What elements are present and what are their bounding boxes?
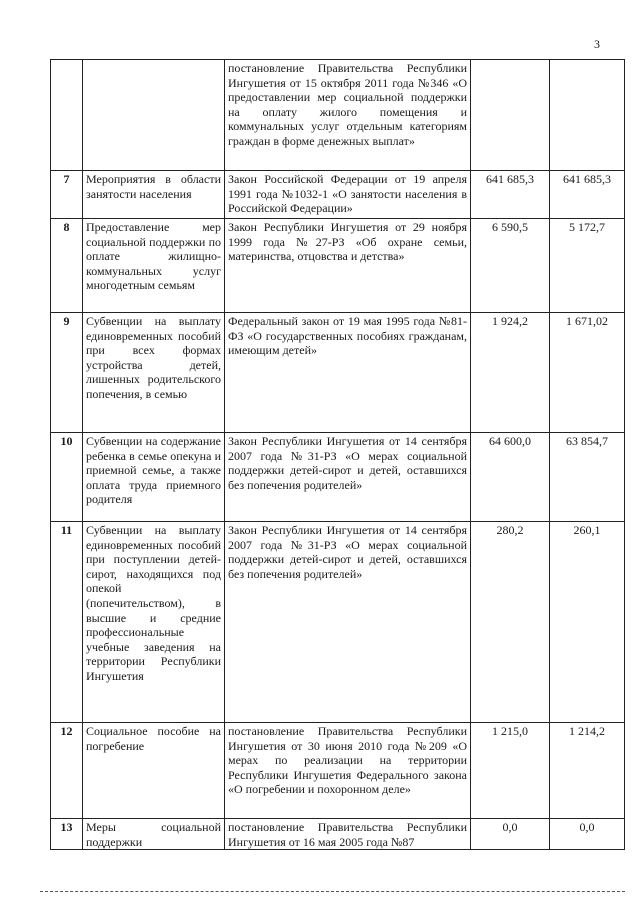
row-number: 9 bbox=[51, 313, 83, 433]
budget-table bbox=[50, 59, 625, 850]
value-actual: 0,0 bbox=[550, 819, 625, 850]
value-planned: 280,2 bbox=[471, 522, 550, 723]
value-planned: 641 685,3 bbox=[471, 171, 550, 219]
row-number: 11 bbox=[51, 522, 83, 723]
legal-basis: Федеральный закон от 19 мая 1995 года №81-ФЗ «О государственных пособиях гражданам, имеющим детей» bbox=[225, 313, 471, 433]
value-planned bbox=[471, 60, 550, 171]
row-number bbox=[51, 60, 83, 171]
row-number: 12 bbox=[51, 723, 83, 819]
value-actual: 1 671,02 bbox=[550, 313, 625, 433]
table-row bbox=[51, 219, 625, 313]
row-number: 7 bbox=[51, 171, 83, 219]
value-actual: 641 685,3 bbox=[550, 171, 625, 219]
value-planned: 0,0 bbox=[471, 819, 550, 850]
legal-basis: Закон Республики Ингушетия от 14 сентября 2007 года №31-РЗ «О мерах социальной поддержки детей-сирот и детей, оставшихся без попечения родителей» bbox=[225, 522, 471, 723]
row-number: 13 bbox=[51, 819, 83, 850]
table-row bbox=[51, 60, 625, 171]
table-row bbox=[51, 433, 625, 522]
measure-name: Меры социальной поддержки bbox=[83, 819, 225, 850]
row-number: 8 bbox=[51, 219, 83, 313]
value-actual: 5 172,7 bbox=[550, 219, 625, 313]
table-row bbox=[51, 522, 625, 723]
table-row bbox=[51, 313, 625, 433]
legal-basis: постановление Правительства Республики Ингушетия от 16 мая 2005 года №87 bbox=[225, 819, 471, 850]
value-actual: 1 214,2 bbox=[550, 723, 625, 819]
value-planned: 1 924,2 bbox=[471, 313, 550, 433]
measure-name: Мероприятия в области занятости населения bbox=[83, 171, 225, 219]
value-planned: 6 590,5 bbox=[471, 219, 550, 313]
legal-basis: Закон Республики Ингушетия от 29 ноября 1999 года №27-РЗ «Об охране семьи, материнства, отцовства и детства» bbox=[225, 219, 471, 313]
value-actual: 63 854,7 bbox=[550, 433, 625, 522]
scan-edge-rule bbox=[40, 891, 625, 892]
value-actual bbox=[550, 60, 625, 171]
table-row bbox=[51, 171, 625, 219]
legal-basis: Закон Республики Ингушетия от 14 сентября 2007 года №31-РЗ «О мерах социальной поддержки детей-сирот и детей, оставшихся без попечения родителей» bbox=[225, 433, 471, 522]
legal-basis: постановление Правительства Республики Ингушетия от 15 октября 2011 года №346 «О предоставлении мер социальной поддержки на оплату жилого помещения и коммунальных услуг отдельным категориям граждан в форме денежных выплат» bbox=[225, 60, 471, 171]
measure-name: Субвенции на выплату единовременных пособий при поступлении детей-сирот, находящихся под опекой (попечительством), в высшие и средние профессиональные учебные заведения на территории Республики Ингушетия bbox=[83, 522, 225, 723]
value-actual: 260,1 bbox=[550, 522, 625, 723]
table-row bbox=[51, 819, 625, 850]
measure-name: Субвенции на выплату единовременных пособий при всех формах устройства детей, лишенных родительского попечения, в семью bbox=[83, 313, 225, 433]
measure-name: Субвенции на содержание ребенка в семье опекуна и приемной семье, а также оплата труда приемного родителя bbox=[83, 433, 225, 522]
table-row bbox=[51, 723, 625, 819]
legal-basis: Закон Российской Федерации от 19 апреля 1991 года №1032-1 «О занятости населения в Российской Федерации» bbox=[225, 171, 471, 219]
page-number: 3 bbox=[594, 37, 600, 51]
value-planned: 1 215,0 bbox=[471, 723, 550, 819]
measure-name bbox=[83, 60, 225, 171]
row-number: 10 bbox=[51, 433, 83, 522]
measure-name: Социальное пособие на погребение bbox=[83, 723, 225, 819]
value-planned: 64 600,0 bbox=[471, 433, 550, 522]
measure-name: Предоставление мер социальной поддержки по оплате жилищно-коммунальных услуг многодетным семьям bbox=[83, 219, 225, 313]
legal-basis: постановление Правительства Республики Ингушетия от 30 июня 2010 года №209 «О мерах по реализации на территории Республики Ингушетия Федерального закона «О погребении и похоронном деле» bbox=[225, 723, 471, 819]
